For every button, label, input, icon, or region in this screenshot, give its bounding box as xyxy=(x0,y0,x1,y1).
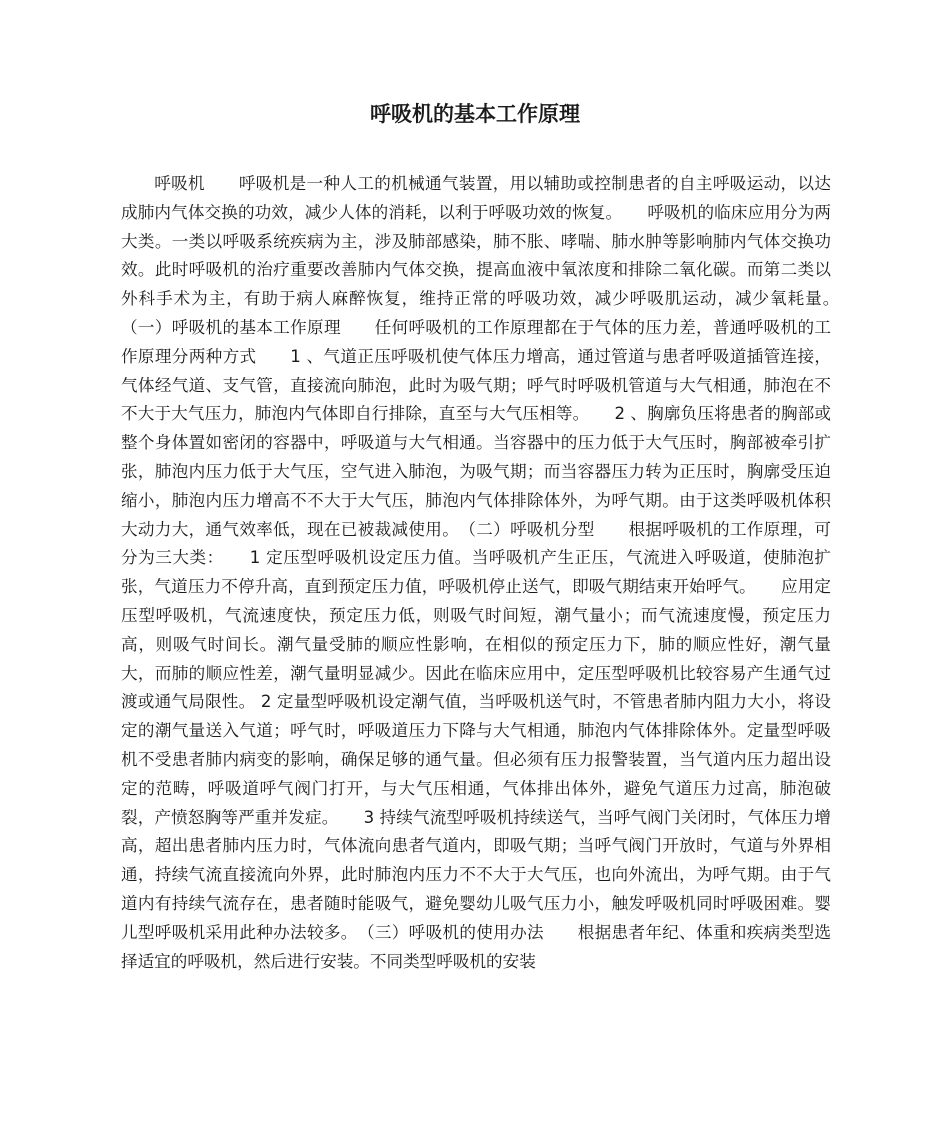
document-title: 呼吸机的基本工作原理 xyxy=(370,102,580,126)
document-body-paragraph: 呼吸机 呼吸机是一种人工的机械通气装置，用以辅助或控制患者的自主呼吸运动，以达成肺内气体交换的功效，减少人体的消耗，以利于呼吸功效的恢复。 呼吸机的临床应用分为两大类。一类以呼吸系统疾病为主，涉及肺部感染，肺不胀、哮喘、肺水肿等影响肺内气体交换功效。此时呼吸机的治疗重要改善肺内气体交换，提高血液中氧浓度和排除二氧化碳。而第二类以外科手术为主，有助于病人麻醉恢复，维持正常的呼吸功效，减少呼吸肌运动，减少氧耗量。 （一）呼吸机的基本工作原理 任何呼吸机的工作原理都在于气体的压力差，普通呼吸机的工作原理分两种方式 1 、气道正压呼吸机使气体压力增高，通过管道与患者呼吸道插管连接，气体经气道、支气管，直接流向肺泡，此时为吸气期；呼气时呼吸机管道与大气相通，肺泡在不不大于大气压力，肺泡内气体即自行排除，直至与大气压相等。 2 、胸廓负压将患者的胸部或整个身体置如密闭的容器中，呼吸道与大气相通。当容器中的压力低于大气压时，胸部被牵引扩张，肺泡内压力低于大气压，空气进入肺泡，为吸气期；而当容器压力转为正压时，胸廓受压迫缩小，肺泡内压力增高不不大于大气压，肺泡内气体排除体外，为呼气期。由于这类呼吸机体积大动力大，通气效率低，现在已被裁减使用。 （二）呼吸机分型 根据呼吸机的工作原理，可分为三大类： 1 定压型呼吸机设定压力值。当呼吸机产生正压，气流进入呼吸道，使肺泡扩张，气道压力不停升高，直到预定压力值，呼吸机停止送气，即吸气期结束开始呼气。 应用定压型呼吸机，气流速度快，预定压力低，则吸气时间短，潮气量小；而气流速度慢，预定压力高，则吸气时间长。潮气量受肺的顺应性影响，在相似的预定压力下，肺的顺应性好，潮气量大，而肺的顺应性差，潮气量明显减少。因此在临床应用中，定压型呼吸机比较容易产生通气过渡或通气局限性。 2 定量型呼吸机设定潮气值，当呼吸机送气时，不管患者肺内阻力大小，将设定的潮气量送入气道；呼气时，呼吸道压力下降与大气相通，肺泡内气体排除体外。定量型呼吸机不受患者肺内病变的影响，确保足够的通气量。但必须有压力报警装置，当气道内压力超出设定的范畴，呼吸道呼气阀门打开，与大气压相通，气体排出体外，避免气道压力过高，肺泡破裂，产愤怒胸等严重并发症。 3 持续气流型呼吸机持续送气，当呼气阀门关闭时，气体压力增高，超出患者肺内压力时，气体流向患者气道内，即吸气期；当呼气阀门开放时，气道与外界相通，持续气流直接流向外界，此时肺泡内压力不不大于大气压，也向外流出，为呼气期。由于气道内有持续气流存在，患者随时能吸气，避免婴幼儿吸气压力小，触发呼吸机同时呼吸困难。婴儿型呼吸机采用此种办法较多。 （三）呼吸机的使用办法 根据患者年纪、体重和疾病类型选择适宜的呼吸机，然后进行安装。不同类型呼吸机的安装 xyxy=(121,174,848,971)
